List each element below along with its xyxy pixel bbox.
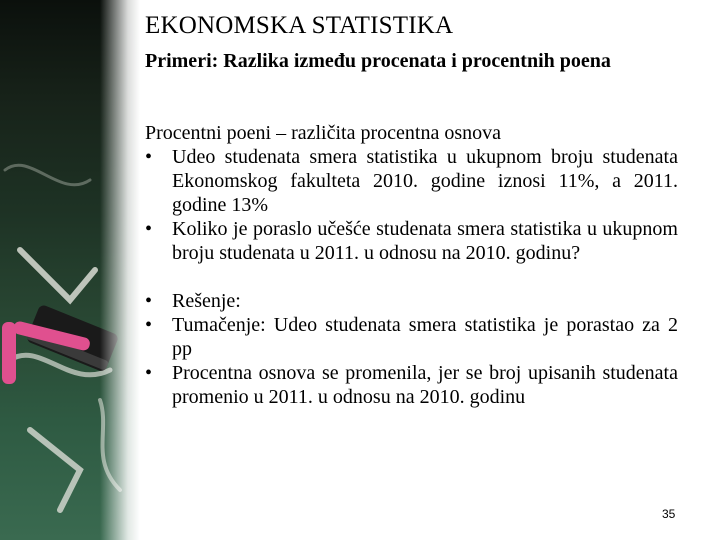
section-heading: Procentni poeni – različita procentna osnova [145,122,501,144]
bullet-item: • Koliko je poraslo učešće studenata smera statistika u ukupnom broju studenata u 2011. u odnosu na 2010. godinu? [145,217,678,265]
bullet-list-problem [145,145,678,265]
bullet-item: • Rešenje: [145,289,678,313]
bullet-item: • Udeo studenata smera statistika u ukupnom broju studenata Ekonomskog fakulteta 2010. godine iznosi 11%, a 2011. godine 13% [145,145,678,217]
slide-title: EKONOMSKA STATISTIKA [145,12,454,39]
bullet-list-solution [145,289,678,409]
bullet-item: • Tumačenje: Udeo studenata smera statistika je porastao za 2 pp [145,313,678,361]
slide-subtitle: Primeri: Razlika između procenata i procentnih poena [145,50,611,72]
page-number: 35 [662,507,676,521]
slide-content [145,121,678,409]
chalkboard-decoration [0,0,140,540]
bullet-item: • Procentna osnova se promenila, jer se broj upisanih studenata promenio u 2011. u odnosu na 2010. godinu [145,361,678,409]
